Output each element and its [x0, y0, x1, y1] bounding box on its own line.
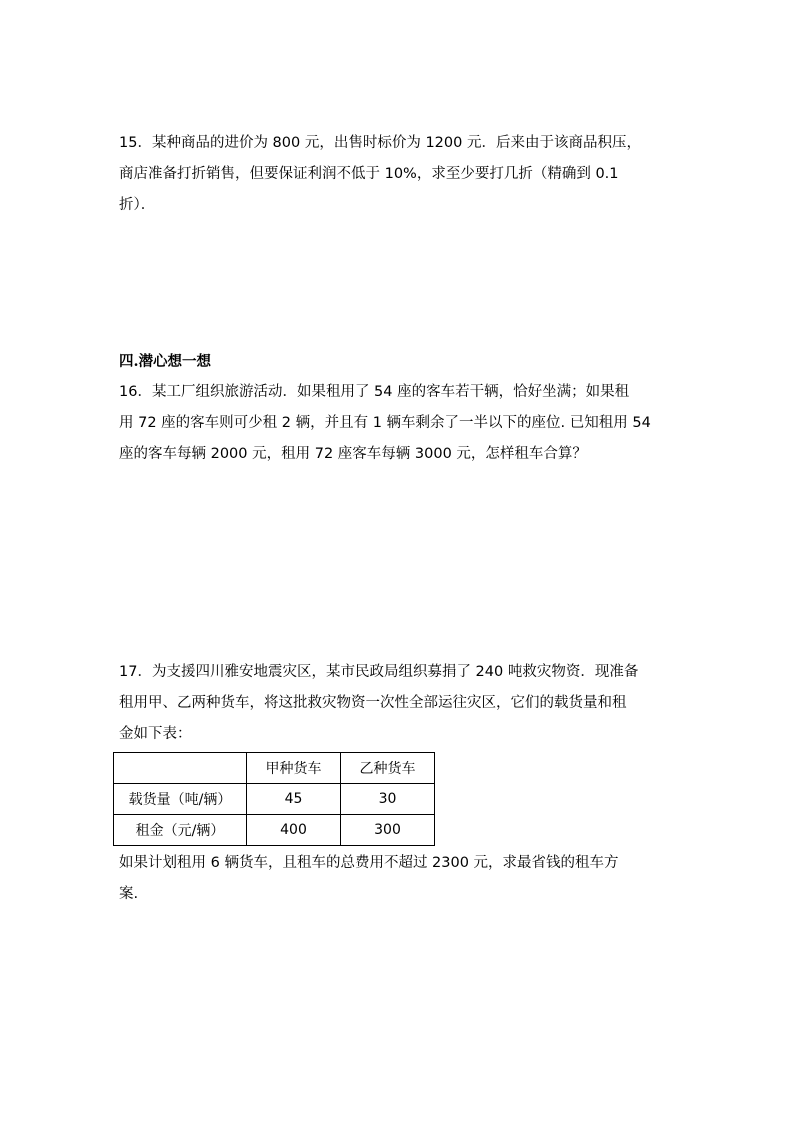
table-cell: 400 [247, 815, 341, 846]
table-header-row [114, 753, 435, 784]
table-cell: 租金（元/辆） [114, 815, 247, 846]
question-17-continued [119, 848, 679, 910]
table-cell: 45 [247, 784, 341, 815]
cargo-table [113, 752, 435, 846]
q16-line-2: 用 72 座的客车则可少租 2 辆，并且有 1 辆车剩余了一半以下的座位. 已知租用 54 [119, 415, 651, 431]
table-cell: 300 [341, 815, 435, 846]
q17-line-1: 17．为支援四川雅安地震灾区，某市民政局组织募捐了 240 吨救灾物资．现准备 [119, 664, 639, 680]
question-17 [119, 657, 679, 750]
table-header-cell: 乙种货车 [341, 753, 435, 784]
question-15 [119, 128, 679, 221]
q15-line-1: 15．某种商品的进价为 800 元，出售时标价为 1200 元．后来由于该商品积压， [119, 135, 641, 151]
table-header-cell: 甲种货车 [247, 753, 341, 784]
table-row [114, 815, 435, 846]
q16-line-3: 座的客车每辆 2000 元，租用 72 座客车每辆 3000 元，怎样租车合算？ [119, 446, 587, 462]
table-cell: 30 [341, 784, 435, 815]
q15-line-2: 商店准备打折销售，但要保证利润不低于 10%，求至少要打几折（精确到 0.1 [119, 166, 619, 182]
section-heading: 四.潜心想一想 [119, 353, 212, 370]
question-16 [119, 377, 679, 470]
table-row [114, 784, 435, 815]
table-header-cell [114, 753, 247, 784]
q17-line-2: 租用甲、乙两种货车，将这批救灾物资一次性全部运往灾区，它们的载货量和租 [119, 695, 627, 711]
q17-after-line-2: 案. [119, 886, 139, 902]
q17-line-3: 金如下表： [119, 726, 192, 742]
q16-line-1: 16．某工厂组织旅游活动．如果租用了 54 座的客车若干辆，恰好坐满；如果租 [119, 384, 630, 400]
q17-after-line-1: 如果计划租用 6 辆货车，且租车的总费用不超过 2300 元，求最省钱的租车方 [119, 855, 619, 871]
table-cell: 载货量（吨/辆） [114, 784, 247, 815]
q15-line-3: 折）． [119, 197, 156, 213]
